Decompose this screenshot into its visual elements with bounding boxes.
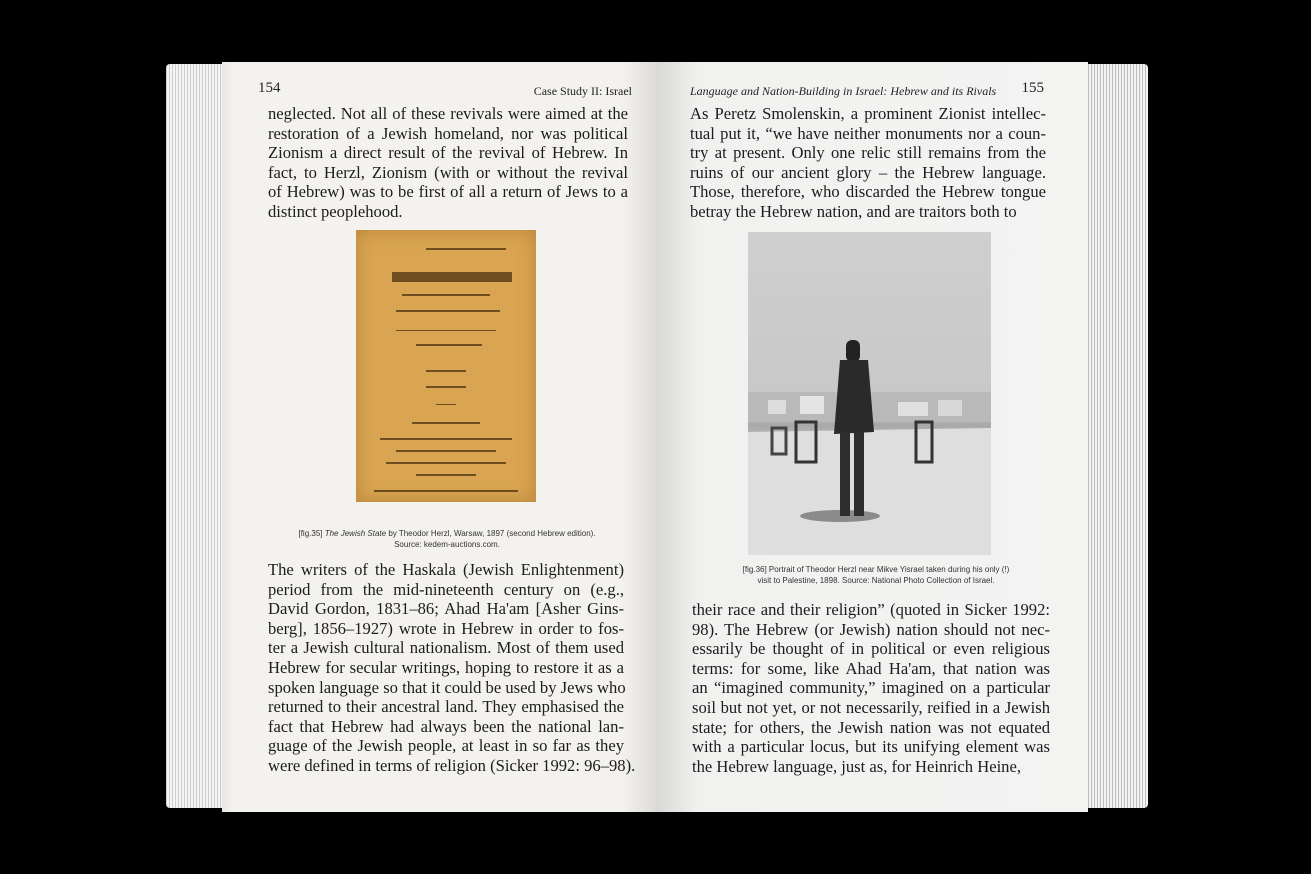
left-page <box>222 62 656 812</box>
text-line: tual put it, “we have neither monuments nor a coun- <box>690 123 1046 143</box>
text-line: of Hebrew) was to be first of all a return of Jews to a <box>268 182 628 202</box>
right-paragraph-bottom <box>692 600 1050 776</box>
text-line: terms: for some, like Ahad Ha'am, that nation was <box>692 658 1050 678</box>
jewish-state-cover-image <box>356 230 536 502</box>
text-line: soil but not yet, or not necessarily, reified in a Jewish <box>692 697 1050 717</box>
photo-scene <box>748 232 991 555</box>
text-line: ruins of our ancient glory – the Hebrew language. <box>690 162 1046 182</box>
text-line: their race and their religion” (quoted in Sicker 1992: <box>692 600 1050 619</box>
fig36-caption: [fig.36] Portrait of Theodor Herzl near Mikve Yisrael taken during his only (!) visit to Palestine, 1898. Source: National Photo Collection of Israel. <box>742 565 1010 585</box>
right-page-edges <box>1086 64 1148 808</box>
text-line: As Peretz Smolenskin, a prominent Zionist intellec- <box>690 104 1046 123</box>
right-paragraph-top <box>690 104 1046 222</box>
text-line: period from the mid-nineteenth century on (e.g., <box>268 579 624 599</box>
text-line: state; for others, the Jewish nation was not equated <box>692 717 1050 737</box>
text-line: guage of the Jewish people, at least in so far as they <box>268 736 624 756</box>
fig35-caption: [fig.35] The Jewish State by Theodor Herzl, Warsaw, 1897 (second Hebrew edition). Source: kedem-auctions.com. <box>298 529 596 549</box>
text-line: try at present. Only one relic still remains from the <box>690 143 1046 163</box>
text-line: fact, to Herzl, Zionism (with or without the revival <box>268 162 628 182</box>
text-line: returned to their ancestral land. They emphasised the <box>268 697 624 717</box>
left-page-edges <box>166 64 226 808</box>
text-line: were defined in terms of religion (Sicker 1992: 96–98). <box>268 755 636 775</box>
text-line: neglected. Not all of these revivals were aimed at the <box>268 104 628 123</box>
text-line: Hebrew for secular writings, hoping to restore it as a <box>268 657 624 677</box>
text-line: The writers of the Haskala (Jewish Enlightenment) <box>268 560 624 579</box>
text-line: with a particular locus, but its unifying element was <box>692 737 1050 757</box>
text-line: an “imagined community,” imagined on a particular <box>692 678 1050 698</box>
left-paragraph-bottom <box>268 560 636 776</box>
text-line: restoration of a Jewish homeland, nor was political <box>268 123 628 143</box>
text-line: 98). The Hebrew (or Jewish) nation should not nec- <box>692 619 1050 639</box>
text-line: spoken language so that it could be used by Jews who <box>268 677 626 697</box>
right-page <box>656 62 1088 812</box>
text-line: ter a Jewish cultural nationalism. Most of them used <box>268 638 624 658</box>
text-line: Those, therefore, who discarded the Hebrew tongue <box>690 182 1046 202</box>
text-line: distinct peoplehood. <box>268 201 403 221</box>
right-page-number: 155 <box>1021 80 1044 96</box>
herzl-portrait-photo <box>748 232 991 555</box>
text-line: David Gordon, 1831–86; Ahad Ha'am [Asher Gins- <box>268 599 624 619</box>
left-page-number: 154 <box>258 80 281 96</box>
text-line: Zionism a direct result of the revival of Hebrew. In <box>268 143 628 163</box>
text-line: berg], 1856–1927) wrote in Hebrew in order to fos- <box>268 618 624 638</box>
text-line: fact that Hebrew had always been the national lan- <box>268 716 624 736</box>
left-paragraph-top <box>268 104 628 222</box>
text-line: essarily be thought of in political or even religious <box>692 639 1050 659</box>
right-running-head: Language and Nation-Building in Israel: Hebrew and its Rivals <box>690 84 997 98</box>
text-line: betray the Hebrew nation, and are traitors both to <box>690 201 1017 221</box>
text-line: the Hebrew language, just as, for Heinrich Heine, <box>692 756 1021 776</box>
left-running-head: Case Study II: Israel <box>533 84 632 98</box>
